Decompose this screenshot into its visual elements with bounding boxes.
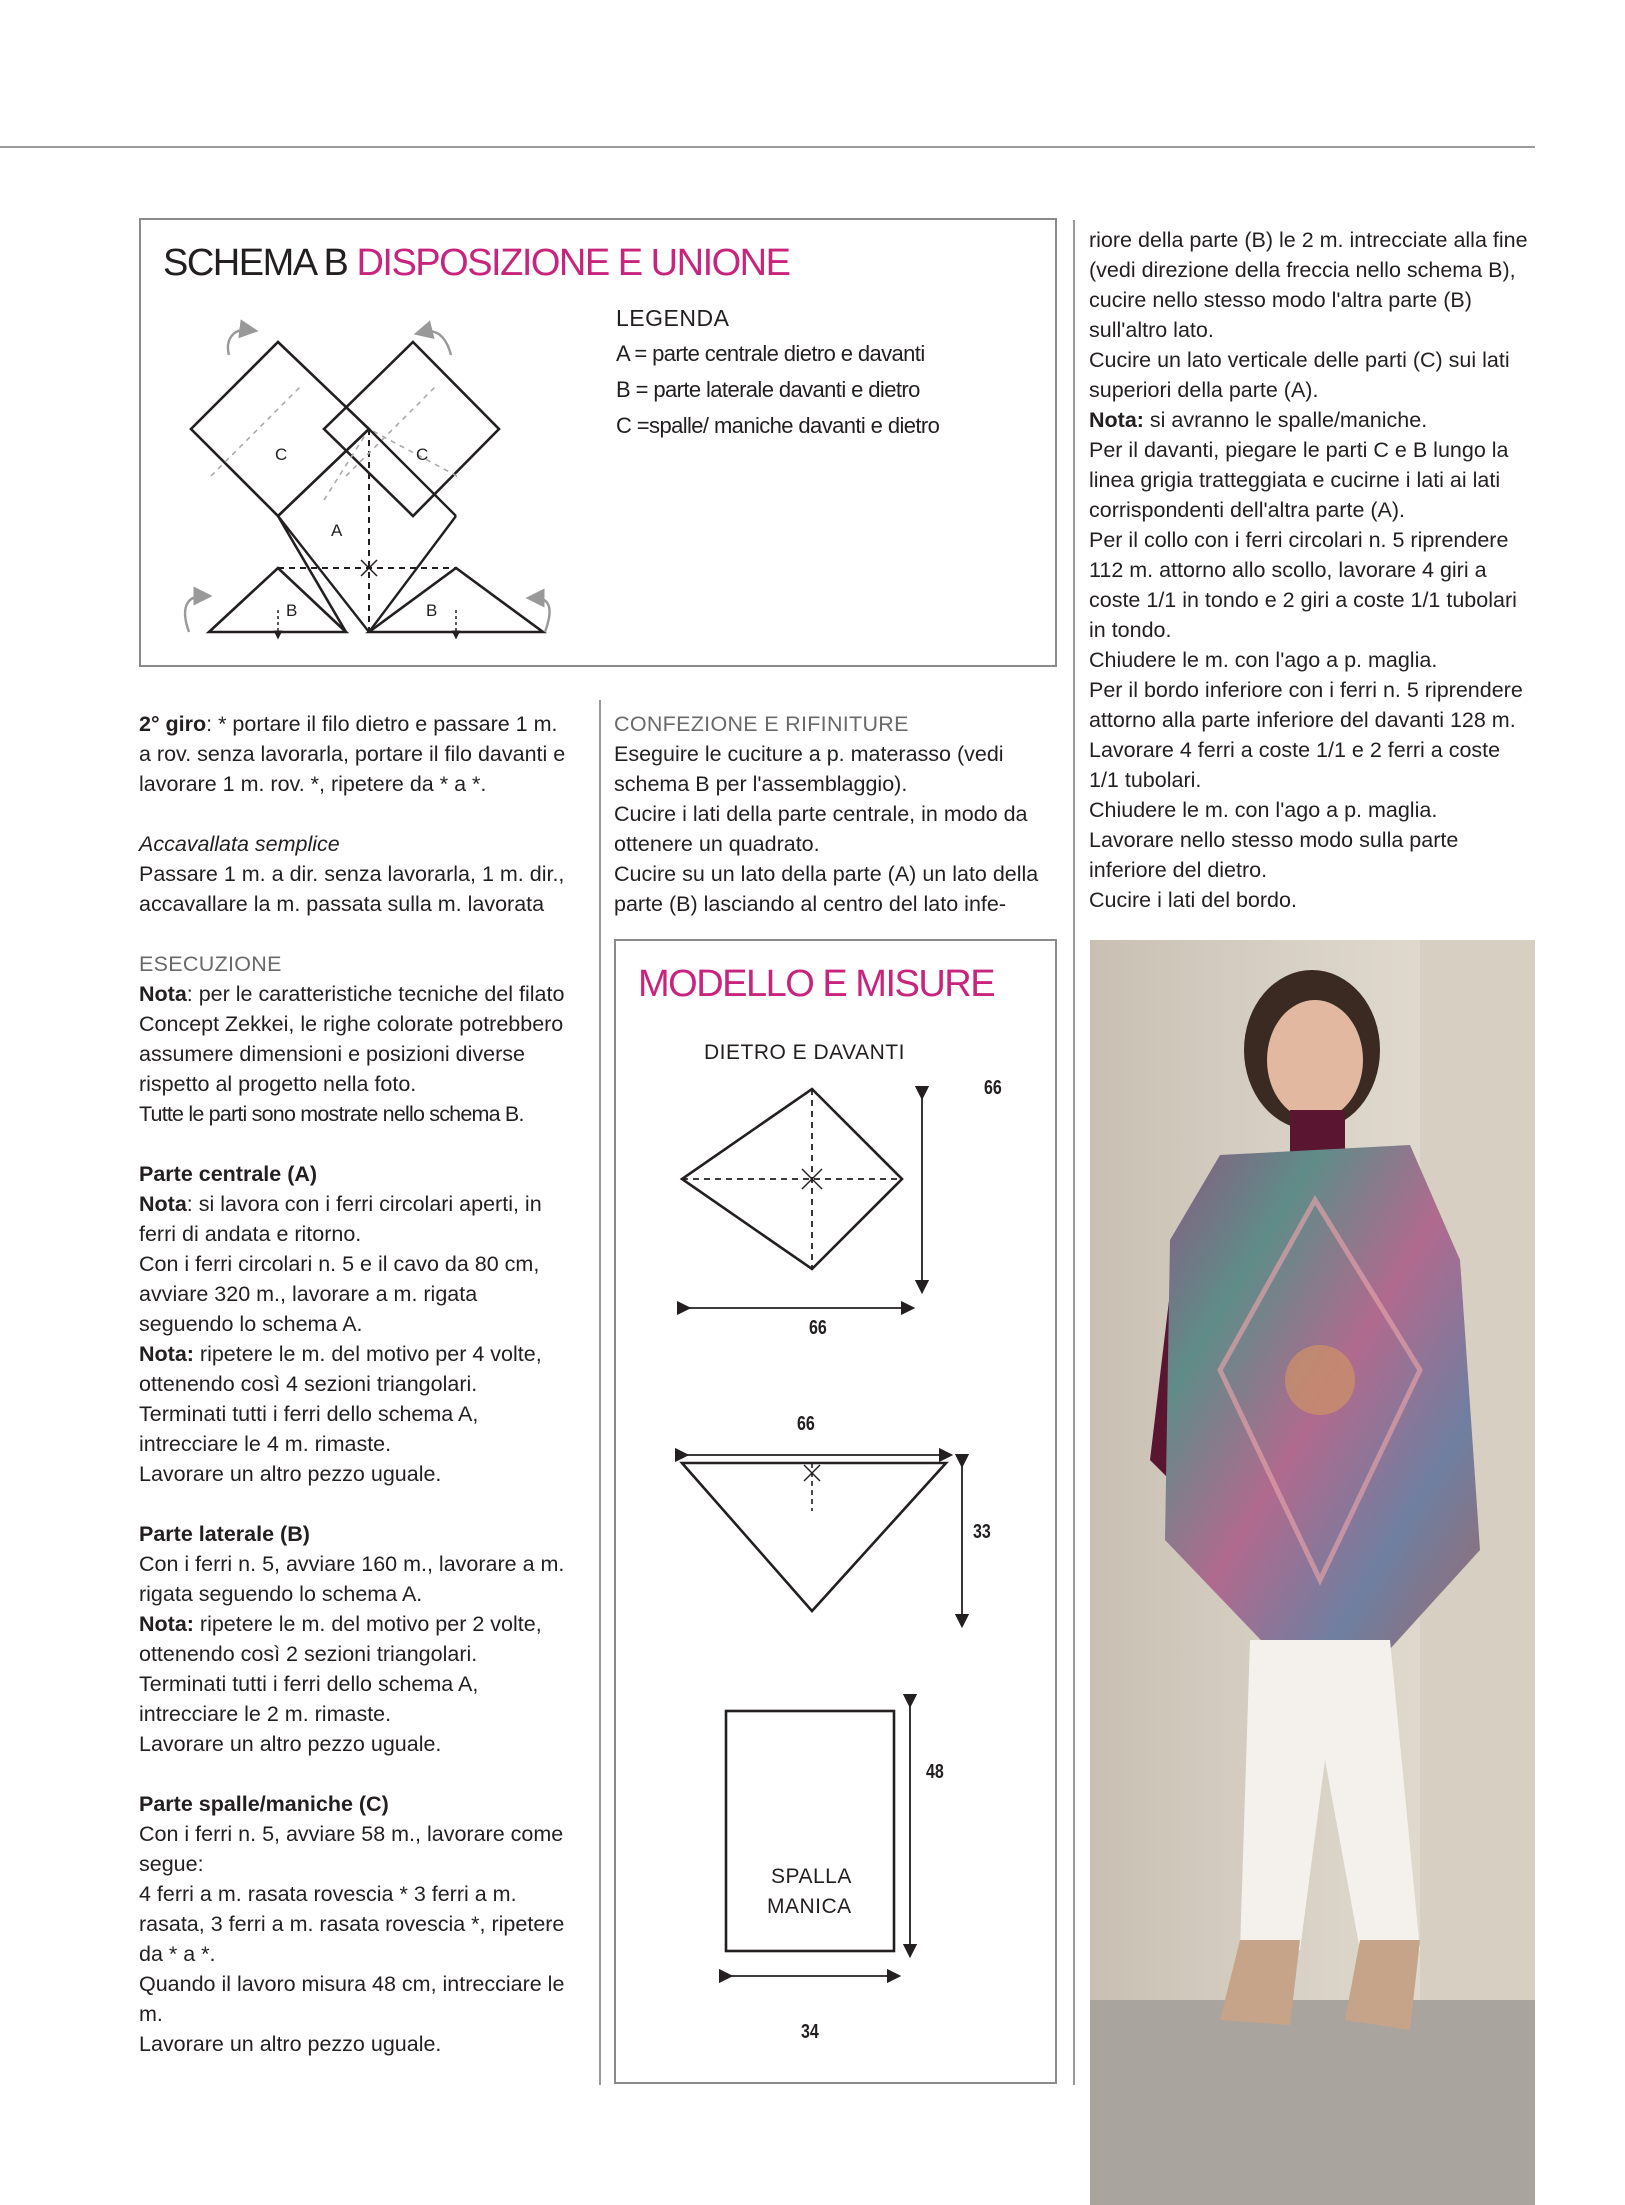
assembly-diagram [141,310,561,640]
spalla-label: SPALLA [771,1865,852,1888]
right-text-7: Chiudere le m. con l'ago a p. maglia. [1089,798,1438,822]
middle-column [614,709,1059,919]
esec-nota-text: : per le caratteristiche tecniche del filato Concept Zekkei, le righe colorate potrebbero assumere dimensioni e posizioni diverse rispetto al progetto nella foto. [139,982,565,1096]
right-text-2: Cucire un lato verticale delle parti (C) sui lati superiori della parte (A). [1089,348,1510,402]
right-text-4: Per il collo con i ferri circolari n. 5 riprendere 112 m. attorno allo scollo, lavorare 4 giri a coste 1/1 in tondo e 2 giri a coste 1/1 tubolari in tondo. [1089,528,1517,642]
model-photo [1090,940,1535,2205]
centrale-text-3: Lavorare un altro pezzo uguale. [139,1462,442,1486]
esecuzione-heading: ESECUZIONE [139,952,282,976]
right-nota [1089,405,1535,435]
centrale-nota-2 [139,1339,572,1399]
dim-34: 34 [801,2021,819,2043]
schema-b-title-prefix: SCHEMA B [163,242,348,284]
legenda-heading: LEGENDA [616,305,730,331]
dim-33: 33 [973,1521,991,1543]
laterale-nota [139,1609,572,1669]
confezione-heading: CONFEZIONE E RIFINITURE [614,712,909,736]
manica-label: MANICA [767,1895,852,1918]
giro-paragraph [139,709,572,799]
laterale-text-1: Con i ferri n. 5, avviare 160 m., lavorare a m. rigata seguendo lo schema A. [139,1552,565,1606]
right-text-5: Chiudere le m. con l'ago a p. maglia. [1089,648,1438,672]
schema-b-box [139,218,1057,667]
accavallata-text: Passare 1 m. a dir. senza lavorarla, 1 m. dir., accavallare la m. passata sulla m. lavorata [139,862,565,916]
dietro-davanti-label: DIETRO E DAVANTI [704,1041,905,1064]
confezione-text-3: Cucire su un lato della parte (A) un lato della parte (B) lasciando al centro del lato infe- [614,862,1039,916]
centrale-heading: Parte centrale (A) [139,1162,318,1186]
right-text-3: Per il davanti, piegare le parti C e B lungo la linea grigia tratteggiata e cucirne i lati ai lati corrispondenti dell'altra parte (A). [1089,438,1509,522]
centrale-nota2-text: ripetere le m. del motivo per 4 volte, ottenendo così 4 sezioni triangolari. [139,1342,542,1396]
accavallata-title: Accavallata semplice [139,832,340,856]
left-column [139,709,572,2059]
dim-48: 48 [926,1761,944,1783]
right-text-8: Lavorare nello stesso modo sulla parte inferiore del dietro. [1089,828,1459,882]
label-c1: C [275,445,288,464]
spalle-text-4: Lavorare un altro pezzo uguale. [139,2032,442,2056]
label-b1: B [286,601,298,620]
dim-66-top: 66 [797,1413,815,1435]
esecuzione-parti: Tutte le parti sono mostrate nello schema B. [139,1102,524,1126]
right-text-9: Cucire i lati del bordo. [1089,888,1297,912]
confezione-text-2: Cucire i lati della parte centrale, in modo da ottenere un quadrato. [614,802,1028,856]
centrale-text-1: Con i ferri circolari n. 5 e il cavo da 80 cm, avviare 320 m., lavorare a m. rigata seguendo lo schema A. [139,1252,540,1336]
laterale-text-3: Lavorare un altro pezzo uguale. [139,1732,442,1756]
modello-misure-box [614,939,1057,2084]
centrale-text-2: Terminati tutti i ferri dello schema A, intrecciare le 4 m. rimaste. [139,1402,479,1456]
esec-nota-label: Nota [139,982,187,1006]
legenda-item-c: C =spalle/ maniche davanti e dietro [616,413,940,438]
right-text-1: riore della parte (B) le 2 m. intrecciate alla fine (vedi direzione della freccia nello schema B), cucire nello stesso modo l'altra parte (B) sull'altro lato. [1089,228,1528,342]
centrale-nota-label: Nota [139,1192,187,1216]
spalle-text-3: Quando il lavoro misura 48 cm, intrecciare le m. [139,1972,565,2026]
centrale-nota [139,1189,572,1249]
laterale-nota-text: ripetere le m. del motivo per 2 volte, ottenendo così 2 sezioni triangolari. [139,1612,542,1666]
laterale-text-2: Terminati tutti i ferri dello schema A, intrecciare le 2 m. rimaste. [139,1672,479,1726]
centrale-nota-text: : si lavora con i ferri circolari aperti, in ferri di andata e ritorno. [139,1192,542,1246]
right-column [1089,225,1535,915]
schema-b-title-accent: DISPOSIZIONE E UNIONE [356,242,790,284]
dim-66-bottom: 66 [809,1317,827,1339]
spalle-text-1: Con i ferri n. 5, avviare 58 m., lavorare come segue: [139,1822,564,1876]
label-b2: B [426,601,438,620]
modello-title: MODELLO E MISURE [638,963,995,1005]
spalle-text-2: 4 ferri a m. rasata rovescia * 3 ferri a m. rasata, 3 ferri a m. rasata rovescia *, ripetere da * a *. [139,1882,565,1966]
right-nota-text: si avranno le spalle/maniche. [1143,408,1428,432]
legenda-item-a: A = parte centrale dietro e davanti [616,341,925,366]
label-c2: C [416,445,429,464]
right-nota-label: Nota: [1089,408,1144,432]
legenda-item-b: B = parte laterale davanti e dietro [616,377,920,402]
label-a: A [331,521,343,540]
laterale-heading: Parte laterale (B) [139,1522,310,1546]
top-rule [0,146,1535,148]
legenda [616,300,939,444]
giro-label: 2° giro [139,712,207,736]
dim-66-side: 66 [984,1077,1002,1099]
centrale-nota2-label: Nota: [139,1342,194,1366]
confezione-text-1: Eseguire le cuciture a p. materasso (vedi schema B per l'assemblaggio). [614,742,1004,796]
schema-b-title [163,242,789,285]
column-divider-left [599,700,601,2085]
measurements-diagram [616,1071,1056,2071]
column-divider-right [1073,220,1075,2085]
spalle-heading: Parte spalle/maniche (C) [139,1792,389,1816]
esecuzione-nota [139,979,572,1099]
right-text-6: Per il bordo inferiore con i ferri n. 5 riprendere attorno alla parte inferiore del davanti 128 m. Lavorare 4 ferri a coste 1/1 e 2 ferri a coste 1/1 tubolari. [1089,678,1523,792]
laterale-nota-label: Nota: [139,1612,194,1636]
giro-text: : * portare il filo dietro e passare 1 m. a rov. senza lavorarla, portare il filo davanti e lavorare 1 m. rov. *, ripetere da * a *. [139,712,566,796]
